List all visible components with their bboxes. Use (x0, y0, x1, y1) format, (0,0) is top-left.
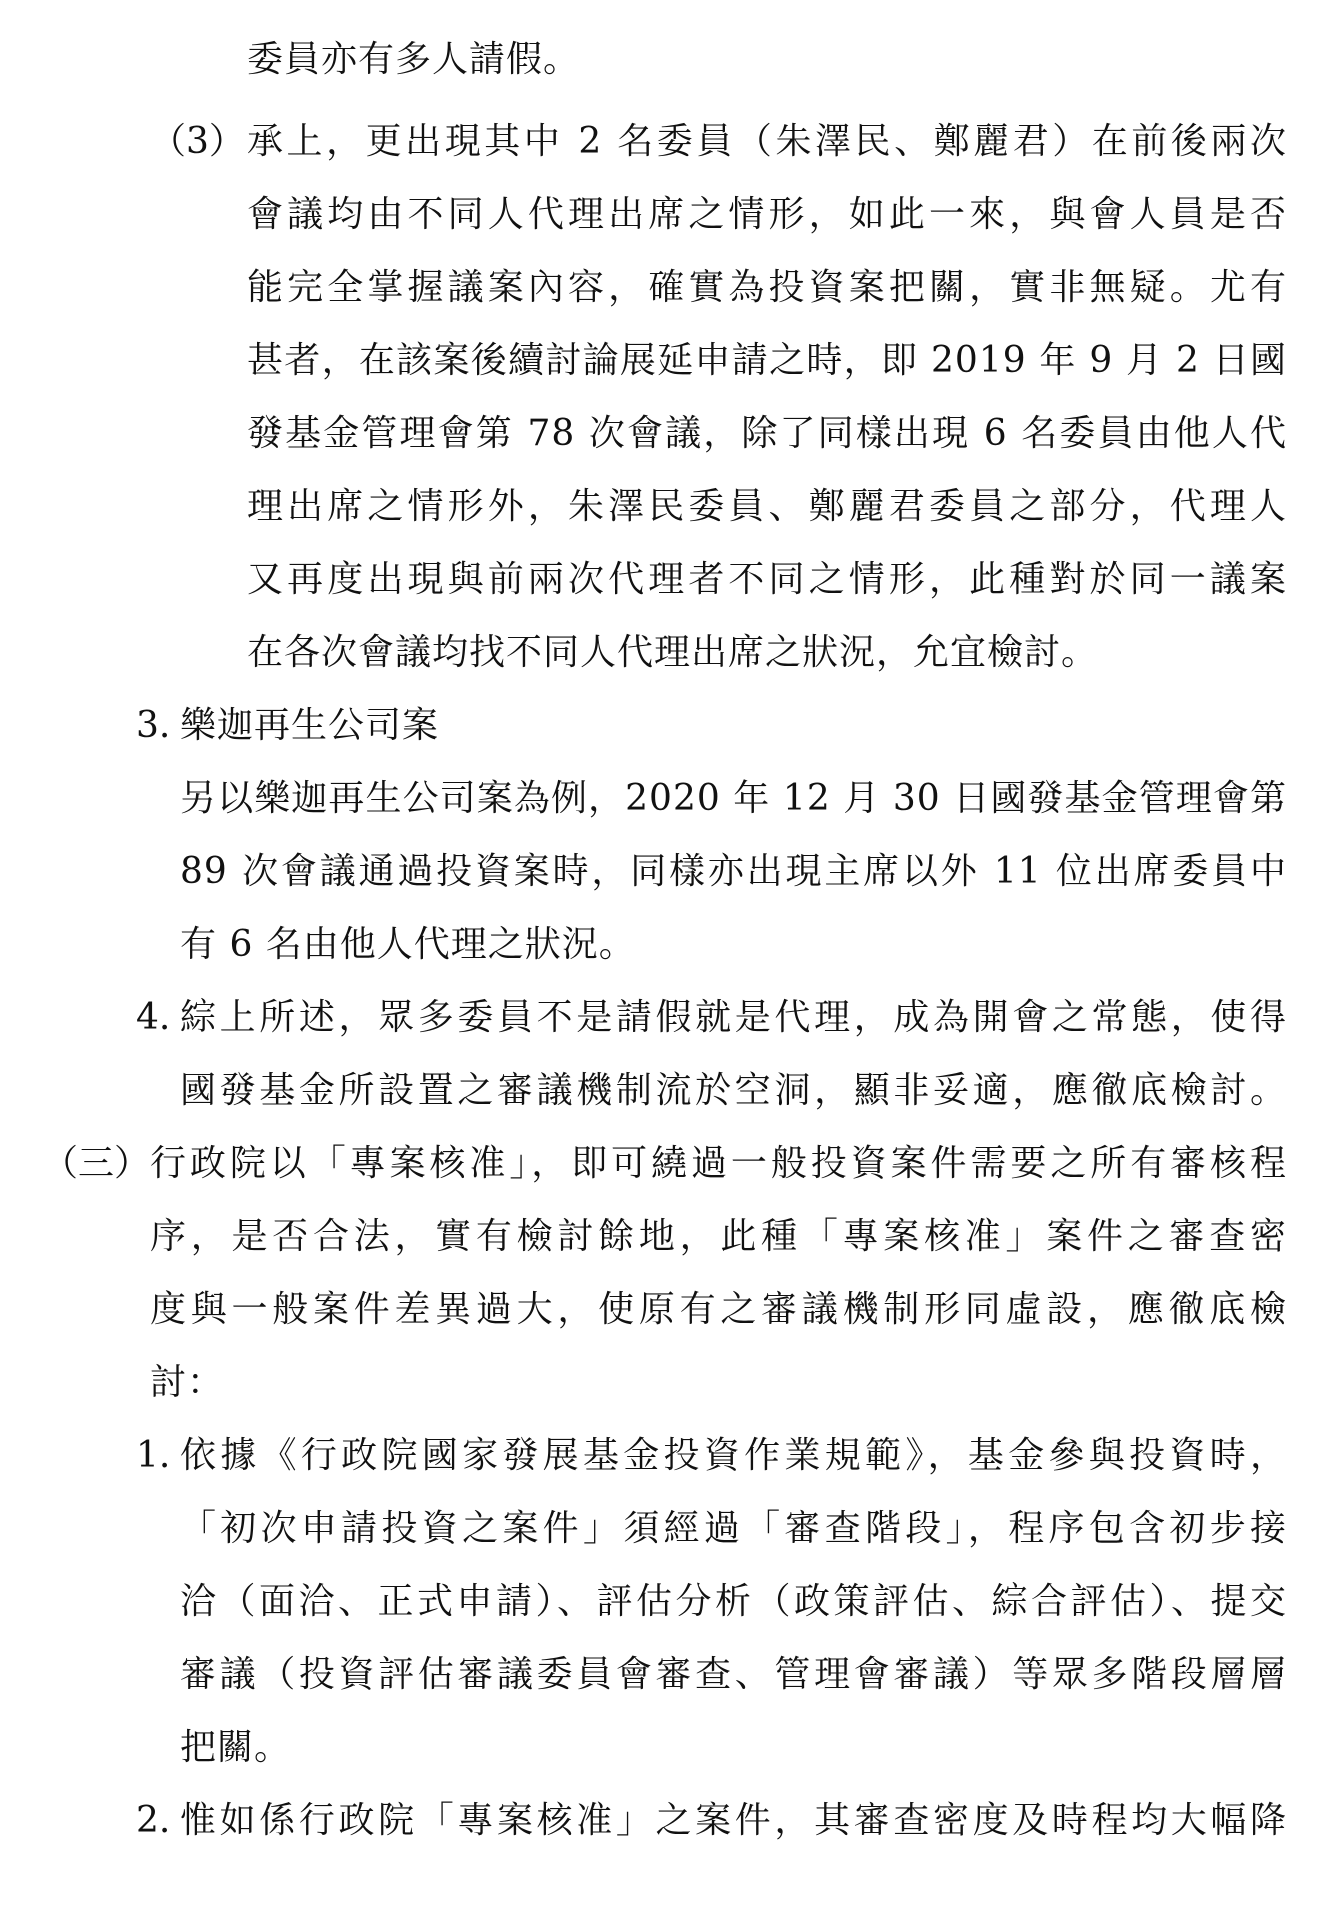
text-line: 惟如係行政院「專案核准」之案件，其審查密度及時程均大幅降 (180, 1800, 1287, 1841)
section-heading: 樂迦再生公司案 (180, 705, 440, 746)
list-marker: 1. (136, 1435, 171, 1476)
text-line: 行政院以「專案核准」，即可繞過一般投資案件需要之所有審核程 (150, 1143, 1287, 1184)
text-line: 能完全掌握議案內容，確實為投資案把關，實非無疑。尤有 (247, 267, 1287, 308)
list-marker: 4. (136, 997, 171, 1038)
text-line: 甚者，在該案後續討論展延申請之時，即 2019 年 9 月 2 日國 (247, 340, 1287, 381)
list-marker: 2. (136, 1800, 171, 1841)
text-line: 綜上所述，眾多委員不是請假就是代理，成為開會之常態，使得 (180, 997, 1287, 1038)
text-line: 又再度出現與前兩次代理者不同之情形，此種對於同一議案 (247, 559, 1287, 600)
text-line: 89 次會議通過投資案時，同樣亦出現主席以外 11 位出席委員中 (180, 851, 1287, 892)
text-line: 序，是否合法，實有檢討餘地，此種「專案核准」案件之審查密 (150, 1216, 1287, 1257)
text-line: 「初次申請投資之案件」須經過「審查階段」，程序包含初步接 (180, 1508, 1287, 1549)
list-marker: 3. (136, 705, 171, 746)
list-marker: （3） (150, 121, 245, 162)
text-line: 有 6 名由他人代理之狀況。 (180, 924, 636, 965)
text-line: 洽（面洽、正式申請）、評估分析（政策評估、綜合評估）、提交 (180, 1581, 1287, 1622)
text-line: 另以樂迦再生公司案為例，2020 年 12 月 30 日國發基金管理會第 (180, 778, 1287, 819)
text-line: 度與一般案件差異過大，使原有之審議機制形同虛設，應徹底檢 (150, 1289, 1287, 1330)
text-line: 討： (150, 1362, 225, 1403)
text-line: 審議（投資評估審議委員會審查、管理會審議）等眾多階段層層 (180, 1654, 1287, 1695)
text-line: 承上，更出現其中 2 名委員（朱澤民、鄭麗君）在前後兩次 (247, 121, 1287, 162)
text-line: 在各次會議均找不同人代理出席之狀況，允宜檢討。 (247, 632, 1099, 673)
text-line: 會議均由不同人代理出席之情形，如此一來，與會人員是否 (247, 194, 1287, 235)
text-line: 發基金管理會第 78 次會議，除了同樣出現 6 名委員由他人代 (247, 413, 1287, 454)
text-line: 把關。 (180, 1727, 292, 1768)
text-line: 委員亦有多人請假。 (247, 39, 581, 80)
text-line: 國發基金所設置之審議機制流於空洞，顯非妥適，應徹底檢討。 (180, 1070, 1287, 1111)
text-line: 理出席之情形外，朱澤民委員、鄭麗君委員之部分，代理人 (247, 486, 1287, 527)
text-line: 依據《行政院國家發展基金投資作業規範》，基金參與投資時， (180, 1435, 1287, 1476)
section-marker: （三） (42, 1143, 151, 1184)
